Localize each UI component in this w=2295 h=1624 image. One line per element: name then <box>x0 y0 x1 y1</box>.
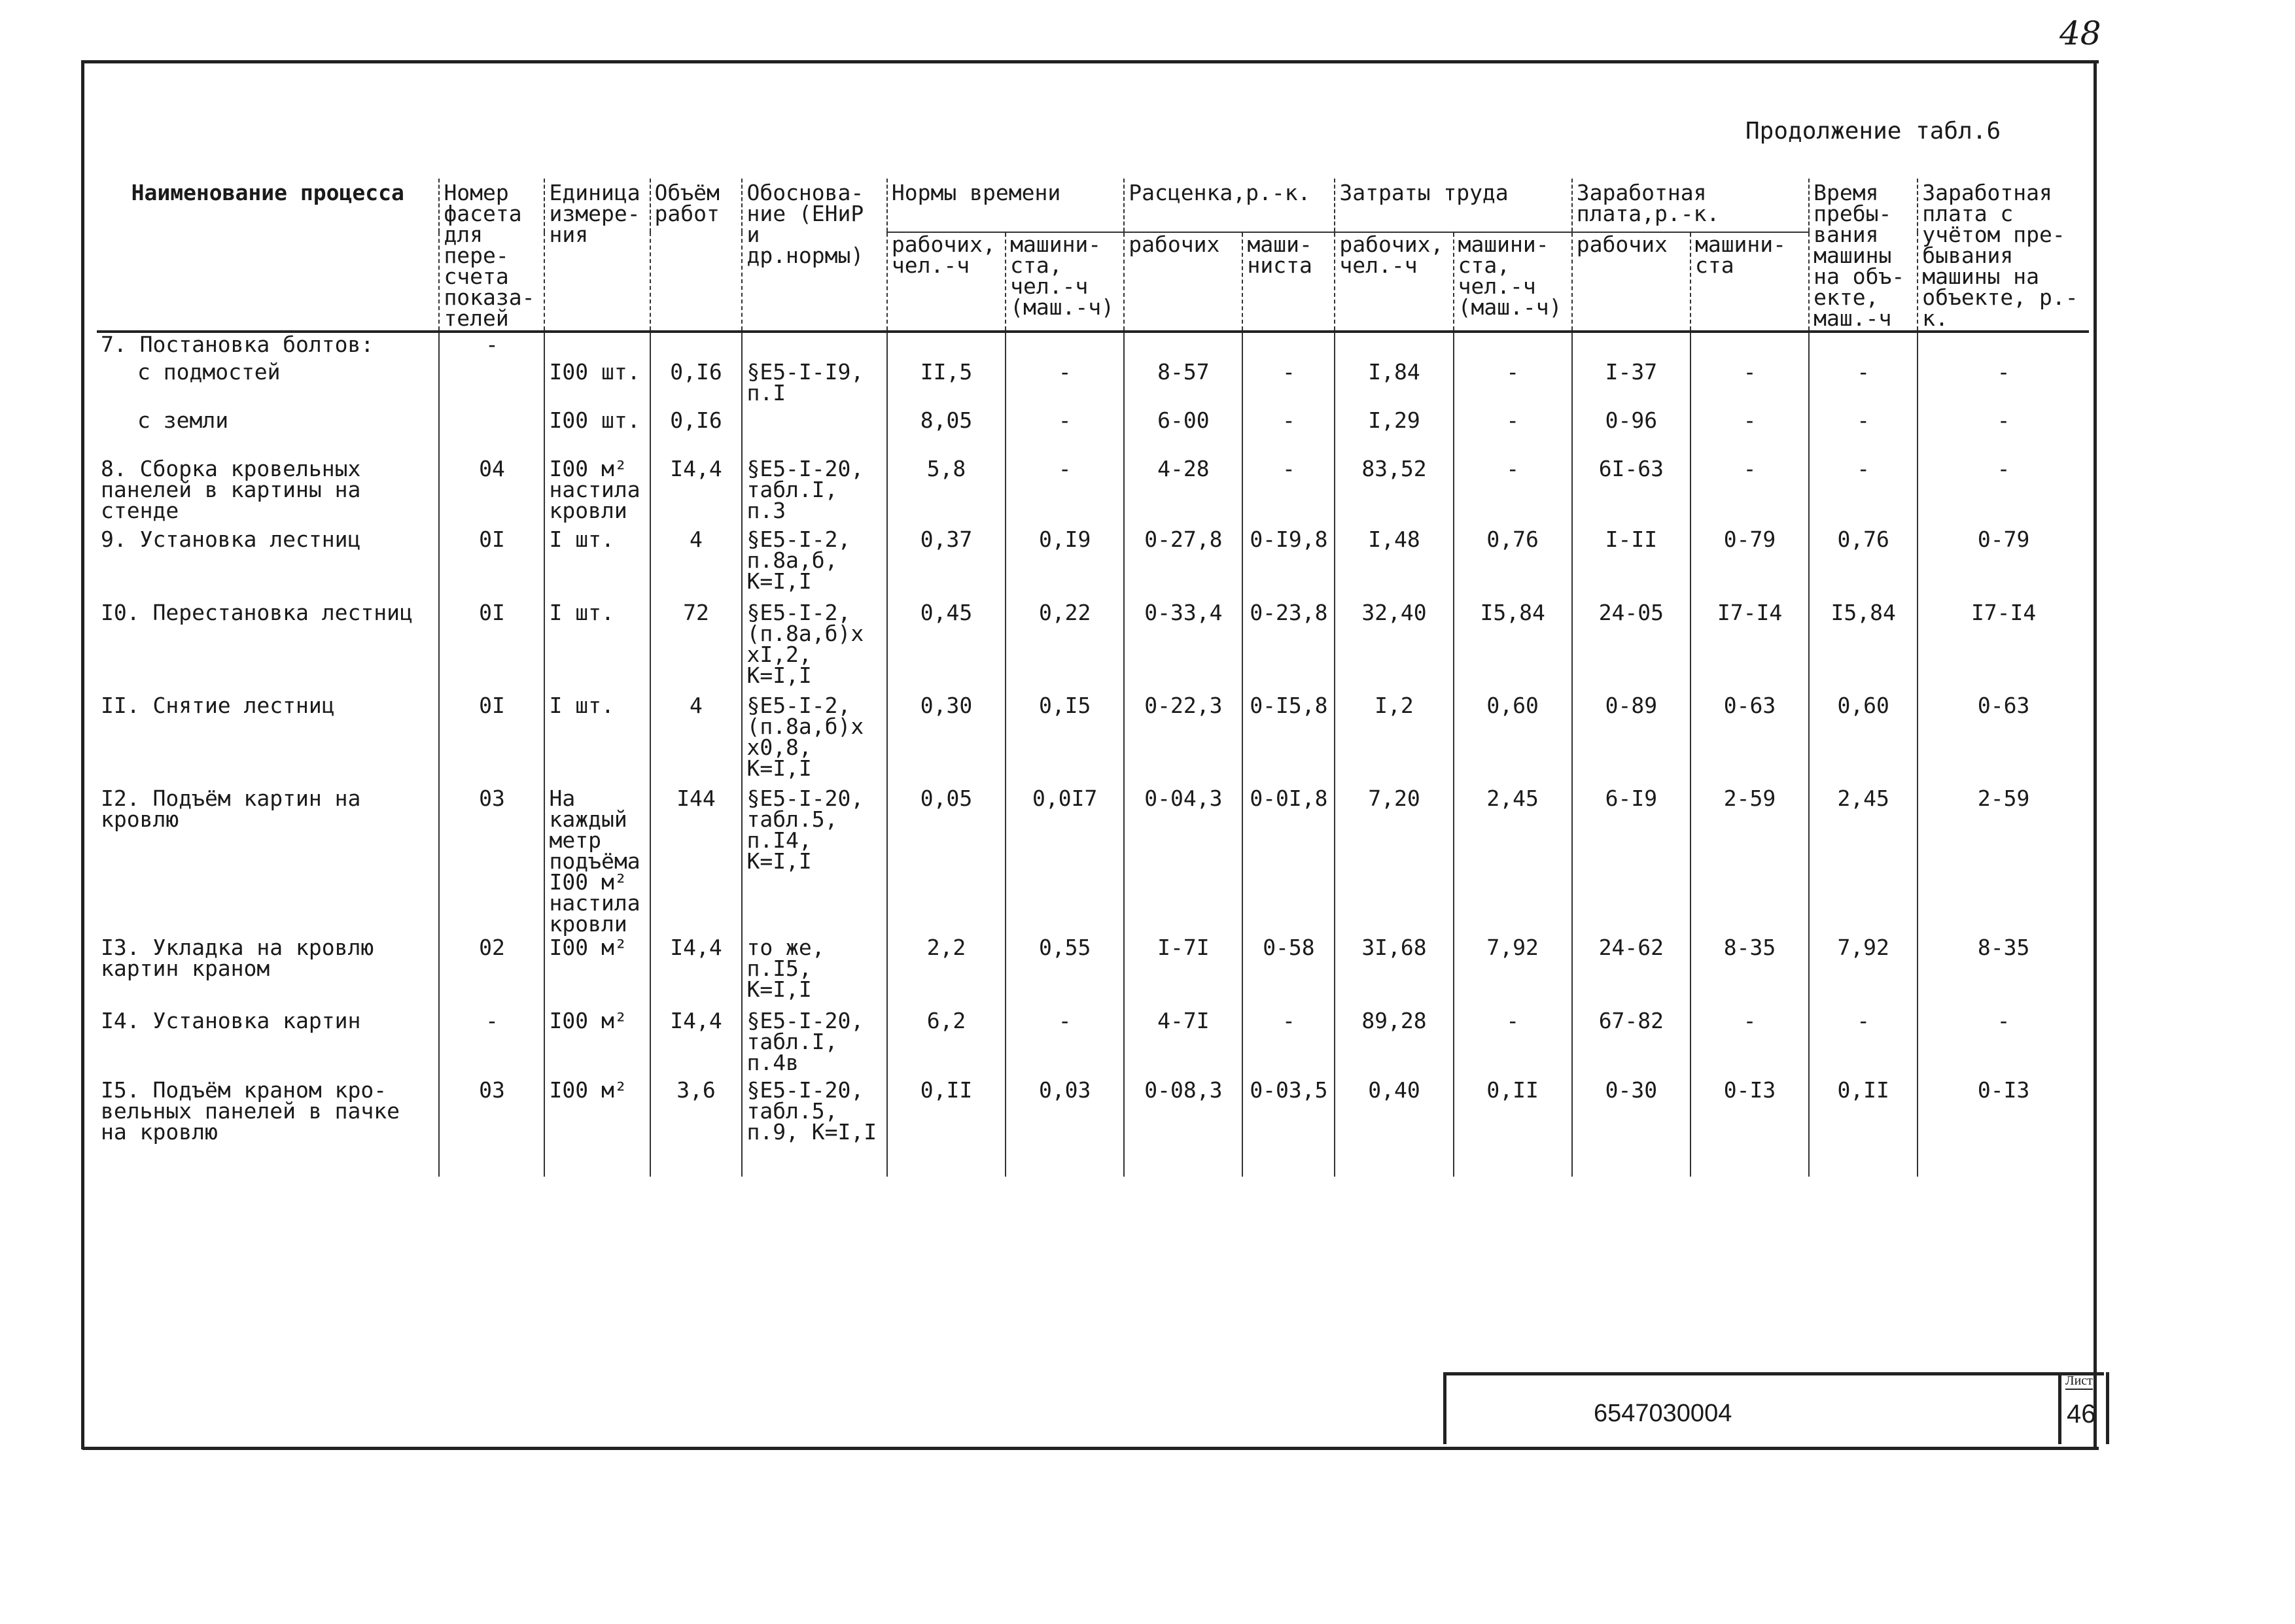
row-labor-machinist: - <box>1454 457 1572 528</box>
row-rate-workers: 0-33,4 <box>1124 601 1242 694</box>
row-time-machinist: - <box>1006 457 1124 528</box>
row-rate-workers: 0-22,3 <box>1124 694 1242 787</box>
row-name: с земли <box>137 407 229 433</box>
table-row <box>97 601 2089 694</box>
row-time-machinist: - <box>1006 409 1124 457</box>
row-labor-workers: 83,52 <box>1335 457 1453 528</box>
row-basis: §Е5-I-20, табл.I, п.4в <box>742 1009 886 1079</box>
row-rate-machinist: 0-I9,8 <box>1242 528 1335 601</box>
row-salary-workers: I-37 <box>1572 360 1691 409</box>
row-salary-with-machine: I7-I4 <box>1918 601 2089 694</box>
row-volume: I4,4 <box>650 1009 743 1079</box>
row-facet: - <box>439 1009 544 1079</box>
header-time-workers: рабочих, чел.-ч <box>887 232 1006 332</box>
row-volume: I4,4 <box>650 936 743 1009</box>
row-unit: I00 м² <box>544 1009 650 1079</box>
row-rate-machinist: - <box>1242 360 1335 409</box>
row-salary-machinist: 2-59 <box>1691 787 1809 936</box>
row-salary-workers <box>1572 332 1691 360</box>
row-name: с подмостей <box>137 359 281 385</box>
row-volume: I44 <box>650 787 743 936</box>
row-time-machinist: 0,I5 <box>1006 694 1124 787</box>
row-unit: I шт. <box>544 528 650 601</box>
frame-top-border <box>82 60 2099 63</box>
row-basis: §Е5-I-20, табл.5, п.9, К=I,I <box>742 1079 886 1177</box>
row-rate-workers: 8-57 <box>1124 360 1242 409</box>
row-unit: I шт. <box>544 694 650 787</box>
row-rate-workers: 6-00 <box>1124 409 1242 457</box>
row-salary-workers: I-II <box>1572 528 1691 601</box>
row-salary-machinist: 0-63 <box>1691 694 1809 787</box>
row-basis: §Е5-I-I9, п.I <box>742 360 886 409</box>
table-row <box>97 787 2089 936</box>
row-labor-machinist: - <box>1454 360 1572 409</box>
row-time-machinist <box>1006 332 1124 360</box>
row-machine-time: I5,84 <box>1809 601 1918 694</box>
row-time-machinist: - <box>1006 1009 1124 1079</box>
row-salary-with-machine: - <box>1918 409 2089 457</box>
row-time-machinist: 0,55 <box>1006 936 1124 1009</box>
row-rate-machinist: 0-0I,8 <box>1242 787 1335 936</box>
header-facet: Номер фасета для пере-счета показа-телей <box>439 179 544 332</box>
header-labor-machinist: машини-ста, чел.-ч (маш.-ч) <box>1454 232 1572 332</box>
row-labor-machinist: 0,76 <box>1454 528 1572 601</box>
table-row <box>97 528 2089 601</box>
header-labor-workers: рабочих, чел.-ч <box>1335 232 1453 332</box>
row-labor-workers: I,84 <box>1335 360 1453 409</box>
continuation-label: Продолжение табл.6 <box>1745 118 2001 145</box>
row-facet: 03 <box>439 787 544 936</box>
row-salary-workers: 0-89 <box>1572 694 1691 787</box>
header-machine-time: Время пребы-вания машины на объ-екте, маш.-ч <box>1809 179 1918 332</box>
row-salary-with-machine: 8-35 <box>1918 936 2089 1009</box>
row-machine-time: 7,92 <box>1809 936 1918 1009</box>
row-basis <box>742 409 886 457</box>
row-time-workers: 5,8 <box>887 457 1006 528</box>
row-salary-machinist: - <box>1691 1009 1809 1079</box>
row-salary-workers: 6-I9 <box>1572 787 1691 936</box>
row-name: I4. Установка картин <box>101 1008 361 1033</box>
row-time-machinist: 0,03 <box>1006 1079 1124 1177</box>
row-volume: 3,6 <box>650 1079 743 1177</box>
row-labor-machinist: 0,60 <box>1454 694 1572 787</box>
row-basis: §Е5-I-2, (п.8а,б)х хI,2, К=I,I <box>742 601 886 694</box>
document-code: 6547030004 <box>1594 1400 1732 1427</box>
header-rate: Расценка,р.-к. <box>1124 179 1335 232</box>
row-salary-machinist: - <box>1691 457 1809 528</box>
row-salary-with-machine <box>1918 332 2089 360</box>
header-time-machinist: машини-ста, чел.-ч (маш.-ч) <box>1006 232 1124 332</box>
row-basis: §Е5-I-20, табл.I, п.3 <box>742 457 886 528</box>
row-machine-time: 0,II <box>1809 1079 1918 1177</box>
row-machine-time: - <box>1809 409 1918 457</box>
row-rate-machinist: 0-03,5 <box>1242 1079 1335 1177</box>
row-salary-with-machine: 0-I3 <box>1918 1079 2089 1177</box>
row-time-workers: 2,2 <box>887 936 1006 1009</box>
header-volume: Объём работ <box>650 179 743 332</box>
row-rate-workers: 0-08,3 <box>1124 1079 1242 1177</box>
row-volume <box>650 332 743 360</box>
row-time-workers <box>887 332 1006 360</box>
row-time-workers: 0,05 <box>887 787 1006 936</box>
row-salary-machinist: 8-35 <box>1691 936 1809 1009</box>
row-time-workers: 8,05 <box>887 409 1006 457</box>
table-row <box>97 936 2089 1009</box>
row-time-workers: 0,II <box>887 1079 1006 1177</box>
row-time-workers: II,5 <box>887 360 1006 409</box>
row-time-workers: 0,37 <box>887 528 1006 601</box>
header-salary-machinist: машини-ста <box>1691 232 1809 332</box>
row-time-machinist: 0,0I7 <box>1006 787 1124 936</box>
row-rate-workers: 0-04,3 <box>1124 787 1242 936</box>
row-name: I2. Подъём картин на кровлю <box>101 786 361 832</box>
frame-right-border <box>2094 60 2097 1449</box>
row-labor-workers: I,2 <box>1335 694 1453 787</box>
row-machine-time: 2,45 <box>1809 787 1918 936</box>
row-labor-machinist: - <box>1454 409 1572 457</box>
header-salary-with-machine: Заработная плата с учётом пре-бывания машины на объекте, р.-к. <box>1918 179 2089 332</box>
header-rate-workers: рабочих <box>1124 232 1242 332</box>
row-volume: 72 <box>650 601 743 694</box>
row-labor-workers: I,48 <box>1335 528 1453 601</box>
page-number: 48 <box>2059 14 2101 52</box>
norms-table <box>97 179 2089 1177</box>
row-salary-with-machine: - <box>1918 457 2089 528</box>
row-salary-with-machine: - <box>1918 360 2089 409</box>
row-salary-machinist <box>1691 332 1809 360</box>
row-labor-workers: 89,28 <box>1335 1009 1453 1079</box>
row-name: 9. Установка лестниц <box>101 527 361 552</box>
row-machine-time: 0,76 <box>1809 528 1918 601</box>
table-body <box>97 332 2089 1177</box>
row-labor-workers: I,29 <box>1335 409 1453 457</box>
table-row <box>97 1079 2089 1177</box>
row-time-machinist: - <box>1006 360 1124 409</box>
row-facet: 02 <box>439 936 544 1009</box>
row-labor-machinist: 2,45 <box>1454 787 1572 936</box>
row-rate-machinist: 0-23,8 <box>1242 601 1335 694</box>
row-name: I5. Подъём краном кро-вельных панелей в пачке на кровлю <box>101 1077 400 1145</box>
row-salary-with-machine: - <box>1918 1009 2089 1079</box>
row-unit: I00 м² <box>544 1079 650 1177</box>
row-labor-machinist: - <box>1454 1009 1572 1079</box>
row-volume: 4 <box>650 694 743 787</box>
row-machine-time: 0,60 <box>1809 694 1918 787</box>
row-time-workers: 0,45 <box>887 601 1006 694</box>
row-time-workers: 6,2 <box>887 1009 1006 1079</box>
stamp-left-line <box>1443 1372 1446 1444</box>
row-facet: 0I <box>439 601 544 694</box>
header-name: Наименование процесса <box>97 179 439 332</box>
row-machine-time: - <box>1809 360 1918 409</box>
row-salary-workers: 67-82 <box>1572 1009 1691 1079</box>
row-unit: I00 м² <box>544 936 650 1009</box>
row-labor-machinist: 0,II <box>1454 1079 1572 1177</box>
row-name: I3. Укладка на кровлю картин краном <box>101 935 374 981</box>
row-unit: I00 шт. <box>544 409 650 457</box>
frame-bottom-border <box>82 1447 2099 1450</box>
row-unit <box>544 332 650 360</box>
row-facet <box>439 360 544 409</box>
row-salary-workers: 24-05 <box>1572 601 1691 694</box>
header-labor: Затраты труда <box>1335 179 1571 232</box>
table-row <box>97 360 2089 409</box>
row-salary-workers: 0-30 <box>1572 1079 1691 1177</box>
row-salary-machinist: 0-79 <box>1691 528 1809 601</box>
header-unit: Единица измере-ния <box>544 179 650 332</box>
row-volume: 4 <box>650 528 743 601</box>
table-row <box>97 409 2089 457</box>
row-volume: I4,4 <box>650 457 743 528</box>
row-time-workers: 0,30 <box>887 694 1006 787</box>
row-basis: §Е5-I-2, п.8а,б, К=I,I <box>742 528 886 601</box>
row-facet: - <box>439 332 544 360</box>
row-salary-with-machine: 2-59 <box>1918 787 2089 936</box>
row-machine-time <box>1809 332 1918 360</box>
row-unit: I00 шт. <box>544 360 650 409</box>
row-labor-workers <box>1335 332 1453 360</box>
header-rate-machinist: маши-ниста <box>1242 232 1335 332</box>
table-row <box>97 332 2089 360</box>
row-rate-workers: I-7I <box>1124 936 1242 1009</box>
sheet-number: 46 <box>2067 1400 2096 1428</box>
row-rate-machinist: 0-I5,8 <box>1242 694 1335 787</box>
row-salary-with-machine: 0-63 <box>1918 694 2089 787</box>
row-salary-workers: 24-62 <box>1572 936 1691 1009</box>
sheet-label: Лист <box>2065 1373 2093 1390</box>
row-labor-machinist: I5,84 <box>1454 601 1572 694</box>
row-labor-workers: 32,40 <box>1335 601 1453 694</box>
row-unit: I шт. <box>544 601 650 694</box>
table-row <box>97 1009 2089 1079</box>
row-unit: I00 м² настила кровли <box>544 457 650 528</box>
row-facet <box>439 409 544 457</box>
row-volume: 0,I6 <box>650 409 743 457</box>
row-basis: то же, п.I5, К=I,I <box>742 936 886 1009</box>
row-name: 7. Постановка болтов: <box>101 332 374 357</box>
row-rate-workers: 4-7I <box>1124 1009 1242 1079</box>
table-row <box>97 457 2089 528</box>
row-rate-machinist <box>1242 332 1335 360</box>
header-salary-workers: рабочих <box>1572 232 1691 332</box>
row-facet: 03 <box>439 1079 544 1177</box>
row-labor-workers: 3I,68 <box>1335 936 1453 1009</box>
row-labor-workers: 7,20 <box>1335 787 1453 936</box>
row-rate-machinist: - <box>1242 457 1335 528</box>
header-basis: Обоснова-ние (ЕНиР и др.нормы) <box>742 179 886 332</box>
row-name: II. Снятие лестниц <box>101 693 335 718</box>
row-rate-workers: 4-28 <box>1124 457 1242 528</box>
row-rate-machinist: - <box>1242 1009 1335 1079</box>
row-rate-machinist: 0-58 <box>1242 936 1335 1009</box>
row-basis <box>742 332 886 360</box>
row-machine-time: - <box>1809 1009 1918 1079</box>
row-labor-machinist <box>1454 332 1572 360</box>
row-facet: 04 <box>439 457 544 528</box>
header-time-norms: Нормы времени <box>887 179 1124 232</box>
frame-left-border <box>81 60 84 1449</box>
row-labor-machinist: 7,92 <box>1454 936 1572 1009</box>
sheet-box <box>2058 1372 2109 1444</box>
row-time-machinist: 0,22 <box>1006 601 1124 694</box>
row-name: 8. Сборка кровельных панелей в картины на стенде <box>101 456 361 523</box>
row-salary-machinist: - <box>1691 409 1809 457</box>
row-time-machinist: 0,I9 <box>1006 528 1124 601</box>
row-salary-workers: 6I-63 <box>1572 457 1691 528</box>
row-rate-workers: 0-27,8 <box>1124 528 1242 601</box>
row-rate-workers <box>1124 332 1242 360</box>
row-volume: 0,I6 <box>650 360 743 409</box>
row-rate-machinist: - <box>1242 409 1335 457</box>
header-salary: Заработная плата,р.-к. <box>1572 179 1809 232</box>
row-basis: §Е5-I-2, (п.8а,б)х х0,8, К=I,I <box>742 694 886 787</box>
row-salary-machinist: I7-I4 <box>1691 601 1809 694</box>
row-facet: 0I <box>439 694 544 787</box>
row-salary-workers: 0-96 <box>1572 409 1691 457</box>
row-salary-machinist: - <box>1691 360 1809 409</box>
row-facet: 0I <box>439 528 544 601</box>
table-row <box>97 694 2089 787</box>
row-salary-with-machine: 0-79 <box>1918 528 2089 601</box>
row-machine-time: - <box>1809 457 1918 528</box>
row-unit: На каждый метр подъёма I00 м² настила кровли <box>544 787 650 936</box>
title-block-stamp <box>1443 1372 2111 1444</box>
stamp-top-line <box>1443 1372 2104 1375</box>
row-labor-workers: 0,40 <box>1335 1079 1453 1177</box>
row-salary-machinist: 0-I3 <box>1691 1079 1809 1177</box>
row-name: I0. Перестановка лестниц <box>101 600 413 625</box>
row-basis: §Е5-I-20, табл.5, п.I4, К=I,I <box>742 787 886 936</box>
